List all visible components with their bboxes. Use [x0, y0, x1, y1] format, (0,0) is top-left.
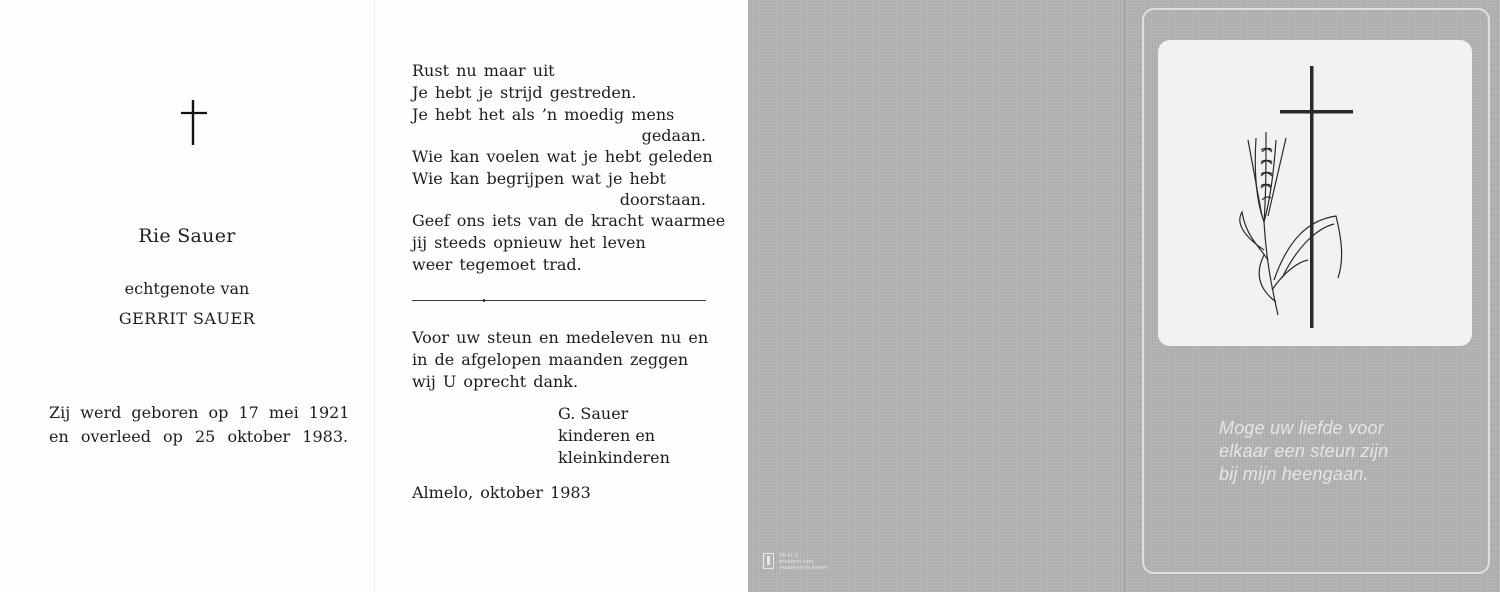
printer-logo-text [779, 553, 828, 571]
inner-page [374, 0, 748, 592]
cover-quote-line: bij mijn heengaan. [1219, 464, 1369, 484]
poem-line: jij steeds opnieuw het leven [412, 233, 646, 252]
poem-line: gedaan. [641, 126, 706, 145]
emblem-card [1158, 40, 1472, 346]
deceased-name: Rie Sauer [138, 225, 236, 247]
logo-text-line: 58.41.3 [779, 553, 799, 559]
poem-line: Geef ons iets van de kracht waarmee [412, 211, 726, 230]
divider [412, 300, 706, 301]
signatory-line: kinderen en [558, 426, 656, 445]
back-cover [748, 0, 1124, 592]
logo-text-line: smaakvol drukwerk [779, 565, 828, 571]
front-cover [1124, 0, 1500, 592]
logo-text-line: drukkerij voor [779, 559, 814, 565]
poem-line: Wie kan begrijpen wat je hebt [412, 169, 666, 188]
poem-line: weer tegemoet trad. [412, 255, 582, 274]
poem-line: doorstaan. [619, 190, 706, 209]
poem-line: Rust nu maar uit [412, 61, 555, 80]
poem-line: Wie kan voelen wat je hebt geleden [412, 147, 713, 166]
birth-line: Zij werd geboren op 17 mei 1921 [49, 403, 350, 422]
death-line: en overleed op 25 oktober 1983. [49, 427, 349, 446]
place-date: Almelo, oktober 1983 [412, 483, 591, 502]
signatory-line: kleinkinderen [558, 448, 670, 467]
cross-icon [180, 98, 210, 148]
front-page [0, 0, 374, 592]
poem-line: Je hebt het als ’n moedig mens [412, 105, 675, 124]
cover-quote-line: elkaar een steun zijn [1219, 441, 1389, 461]
relation-label: echtgenote van [124, 279, 250, 298]
thanks-line: wij U oprecht dank. [412, 372, 579, 391]
poem-line: Je hebt je strijd gestreden. [412, 83, 637, 102]
divider-mark [483, 299, 485, 302]
printer-logo-icon [763, 553, 774, 569]
cover-quote-line: Moge uw liefde voor [1219, 418, 1384, 438]
husband-name: GERRIT SAUER [118, 309, 256, 328]
printer-logo [763, 553, 828, 571]
signatory-line: G. Sauer [558, 404, 629, 423]
cross-with-wheat-icon [1158, 40, 1472, 346]
thanks-line: in de afgelopen maanden zeggen [412, 350, 689, 369]
thanks-line: Voor uw steun en medeleven nu en [412, 328, 709, 347]
